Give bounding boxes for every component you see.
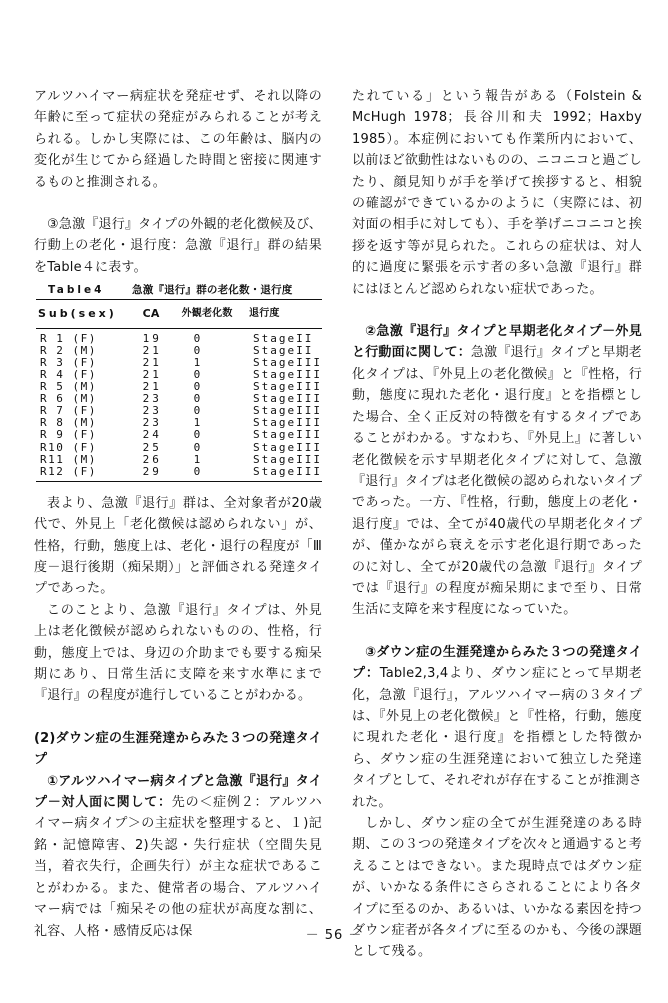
page-number: － 56 － xyxy=(305,928,363,943)
right-column xyxy=(352,86,642,963)
cell-stage: StageIII xyxy=(249,466,322,482)
table-caption xyxy=(34,282,322,299)
table-row xyxy=(36,442,322,454)
cell-subject: R 4 (F) xyxy=(40,367,97,381)
cell-ca: 25 xyxy=(142,440,162,454)
right-paragraph-2-body: 急激『退行』タイプと早期老化タイプは、『外見上の老化徴候』と『性格，行動，態度に現れた老化・退行度』とを指標とした場合、全く正反対の特徴を有するタイプであることがわかる。すなわち、『外見上』に著しい老化徴候を示す早期老化タイプに対して、急激『退行』タイプは老化徴候の認められないタイプであった。一方、『性格，行動，態度上の老化・退行度』では、全てが40歳代の早期老化タイプが、僅かながら衰えを示す老化退行期であったのに対し、全てが20歳代の急激『退行』タイプでは『退行』の程度が痴呆期にまで至り、日常生活に支障を来す程度になっていた。 xyxy=(352,345,642,618)
table-header-stage: 退行度 xyxy=(249,300,322,328)
subheading-2: ②急激『退行』タイプと早期老化タイプ－外見と行動面に関して： xyxy=(352,324,642,361)
cell-stage: StageIII xyxy=(253,404,322,418)
left-paragraph-6-body: 先の＜症例２：アルツハイマー病タイプ＞の主症状を整理すると、１)記銘・記憶障害、2)失認・失行症状（空間失見当，着衣失行，企画失行）が主な症状であることがわかる。また、健常者の場合、アルツハイマー病では「痴呆その他の症状が高度な割に、礼容、人格・感情反応は保 xyxy=(34,795,322,939)
cell-ca: 26 xyxy=(142,452,162,466)
cell-signs: 0 xyxy=(193,404,201,418)
cell-signs: 0 xyxy=(193,380,201,394)
table-label: Table4 xyxy=(48,284,105,297)
table-row xyxy=(36,429,322,441)
subheading-3: ③ダウン症の生涯発達からみた３つの発達タイプ： xyxy=(352,644,642,682)
cell-signs: 0 xyxy=(193,367,201,381)
cell-signs: 1 xyxy=(193,416,201,430)
cell-ca: 21 xyxy=(142,343,162,357)
cell-stage: StageIII xyxy=(253,392,322,406)
table-4 xyxy=(36,299,322,482)
cell-stage: StageIII xyxy=(253,380,322,394)
left-paragraph-2: ③急激『退行』タイプの外観的老化徴候及び、行動上の老化・退行度：急激『退行』群の結果をTable４に表す。 xyxy=(34,217,322,275)
cell-stage: StageIII xyxy=(253,355,322,369)
cell-subject: R 8 (M) xyxy=(40,416,97,430)
cell-stage: StageII xyxy=(253,331,314,345)
cell-subject: R11 (M) xyxy=(40,452,97,466)
cell-ca: 21 xyxy=(142,355,162,369)
left-paragraph-6 xyxy=(34,771,322,942)
section-heading-2: (2)ダウン症の生涯発達からみた３つの発達タイプ xyxy=(34,730,322,768)
cell-signs: 0 xyxy=(193,428,201,442)
cell-subject: R 3 (F) xyxy=(40,355,97,369)
table-title: 急激『退行』群の老化数・退行度 xyxy=(132,284,293,297)
table-body xyxy=(36,328,322,481)
table-header-row xyxy=(36,300,322,328)
cell-ca: 19 xyxy=(142,331,162,345)
right-paragraph-3 xyxy=(352,642,642,813)
table-row xyxy=(36,328,322,345)
cell-subject: R 6 (M) xyxy=(40,392,97,406)
right-paragraph-3-body: Table2,3,4より、ダウン症にとって早期老化，急激『退行』，アルツハイマー病の３タイプは、『外見上の老化徴候』と『性格，行動，態度に現れた老化・退行度』を指標とした特徴から、ダウン症の生涯発達において独立した発達タイプとして、それぞれが存在することが推測された。 xyxy=(352,666,642,810)
cell-signs: 0 xyxy=(193,392,201,406)
cell-signs: 0 xyxy=(193,331,201,345)
cell-subject: R 7 (F) xyxy=(40,404,97,418)
cell-stage: StageIII xyxy=(253,367,322,381)
subheading-1: ①アルツハイマー病タイプと急激『退行』タイプ－対人面に関して： xyxy=(34,773,322,811)
cell-ca: 23 xyxy=(142,392,162,406)
cell-signs: 0 xyxy=(182,466,249,482)
right-paragraph-2 xyxy=(352,321,642,621)
cell-ca: 21 xyxy=(142,380,162,394)
cell-stage: StageIII xyxy=(253,416,322,430)
cell-ca: 23 xyxy=(142,416,162,430)
cell-stage: StageIII xyxy=(253,428,322,442)
cell-ca: 23 xyxy=(142,404,162,418)
cell-ca: 24 xyxy=(142,428,162,442)
cell-subject: R 2 (M) xyxy=(40,343,97,357)
cell-signs: 1 xyxy=(193,452,201,466)
cell-subject: R 1 (F) xyxy=(40,331,97,345)
cell-subject: R12 (F) xyxy=(36,466,143,482)
left-paragraph-1: アルツハイマー病症状を発症せず、それ以降の年齢に至って症状の発症がみられることが考えられる。しかし実際には、この年齢は、脳内の変化が生じてから経過した時間と密接に関連するものと推測される。 xyxy=(34,89,322,190)
right-paragraph-1: たれている」という報告がある（Folstein & McHugh 1978；長谷川和夫 1992；Haxby 1985）。本症例においても作業所内において、以前ほど欲動性はないものの、ニコニコと過ごしたり、顔見知りが手を挙げて挨拶すると、相貌の確認ができているかのように（実際には、初対面の相手に対しても）、手を挙げニコニコと挨拶を返す等が見られた。これらの症状は、対人的に過度に緊張を示す者の多い急激『退行』群にはほとんど認められない症状であった。 xyxy=(352,89,642,297)
table-row xyxy=(36,466,322,482)
cell-signs: 1 xyxy=(193,355,201,369)
cell-stage: StageIII xyxy=(253,440,322,454)
left-column xyxy=(34,86,322,942)
cell-stage: StageII xyxy=(253,343,314,357)
cell-signs: 0 xyxy=(193,440,201,454)
cell-subject: R 9 (F) xyxy=(40,428,97,442)
table-header-sub: Sub(sex) xyxy=(36,300,143,328)
table-header-ca: CA xyxy=(143,300,182,328)
cell-ca: 21 xyxy=(142,367,162,381)
left-paragraph-3: 表より、急激『退行』群は、全対象者が20歳代で、外見上「老化徴候は認められない」が、性格，行動，態度上は、老化・退行の程度が「Ⅲ度－退行後期（痴呆期）」と評価される発達タイプであった。 xyxy=(34,495,322,597)
cell-ca: 29 xyxy=(143,466,182,482)
table-row xyxy=(36,454,322,466)
cell-stage: StageIII xyxy=(253,452,322,466)
cell-subject: R10 (F) xyxy=(40,440,97,454)
right-paragraph-4: しかし、ダウン症の全てが生涯発達のある時期、この３つの発達タイプを次々と通過すると考えることはできない。また現時点ではダウン症が、いかなる条件にさらされることにより各タイプに至るのか、あるいは、いかなる素因を持つダウン症者が各タイプに至るのかも、今後の課題として残る。 xyxy=(352,816,643,960)
table-header-signs: 外観老化数 xyxy=(182,300,249,328)
cell-signs: 0 xyxy=(193,343,201,357)
left-paragraph-4: このことより、急激『退行』タイプは、外見上は老化徴候が認められないものの、性格，行動，態度上では、身辺の介助までも要する痴呆期にあり、日常生活に支障を来す水準にまで『退行』の程度が進行していることがわかる。 xyxy=(34,602,322,704)
cell-subject: R 5 (M) xyxy=(40,380,97,394)
